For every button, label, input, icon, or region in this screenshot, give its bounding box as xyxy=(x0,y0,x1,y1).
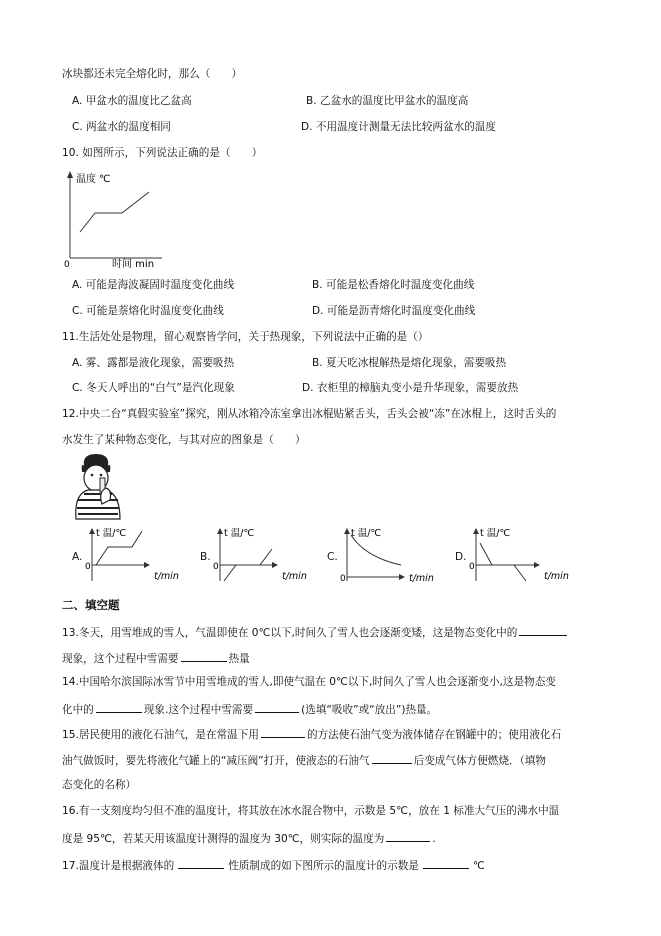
q12-curve-d xyxy=(480,543,526,581)
q12-stem-line1: 12.中央二台“真假实验室”探究，刚从冰箱冷冻室拿出冰棍贴紧舌头，舌头会被“冻”在冰棍上，这时舌头的 xyxy=(62,408,557,420)
q11-option-b: B. 夏天吃冰棍解热是熔化现象，需要吸热 xyxy=(312,357,507,369)
q12-graph-d xyxy=(466,527,581,585)
q14-blank-2[interactable] xyxy=(255,701,299,713)
boy-licking-icepop-illustration xyxy=(62,452,134,520)
q10-option-c: C. 可能是萘熔化时温度变化曲线 xyxy=(72,305,224,317)
q15-blank-1[interactable] xyxy=(261,726,305,738)
q15-line2: 油气做饭时，要先将液化气罐上的“减压阀”打开，使液态的石油气 后变成气体方便燃烧．（填物 xyxy=(62,752,546,768)
q10-y-arrow xyxy=(67,171,73,178)
q15-line1: 15.居民使用的液化石油气，是在常温下用 的方法使石油气变为液体储存在钢罐中的；使用液化石 xyxy=(62,726,561,742)
q13-line1: 13.冬天，用雪堆成的雪人，气温即使在 0℃以下,时间久了雪人也会逐渐变矮，这是物态变化中的 xyxy=(62,624,567,640)
q10-option-a: A. 可能是海波凝固时温度变化曲线 xyxy=(72,279,235,291)
q9-option-a: A. 甲盆水的温度比乙盆高 xyxy=(72,95,192,107)
q17-blank-2[interactable] xyxy=(423,857,469,869)
section-title-fill-in: 二、填空题 xyxy=(62,598,120,612)
svg-text:0: 0 xyxy=(213,562,219,572)
q10-temperature-graph xyxy=(62,170,172,270)
q10-curve xyxy=(80,192,149,232)
svg-text:0: 0 xyxy=(469,562,475,572)
q11-option-c: C. 冬天人呼出的“白气”是汽化现象 xyxy=(72,382,235,394)
q16-line1: 16.有一支刻度均匀但不准的温度计，将其放在冰水混合物中，示数是 5℃，放在 1 标准大气压的沸水中温 xyxy=(62,805,560,817)
q12-graph-a xyxy=(82,527,192,585)
q14-line2: 化中的 现象.这个过程中雪需要 (选填“吸收”或“放出”)热量。 xyxy=(62,701,437,717)
q12-option-c-label: C. xyxy=(327,551,338,563)
svg-text:t 温/℃: t 温/℃ xyxy=(96,528,127,539)
q10-graph-origin: 0 xyxy=(64,260,70,270)
q14-line1: 14.中国哈尔滨国际冰雪节中用雪堆成的雪人,即使气温在 0℃以下,时间久了雪人也会逐渐变小,这是物态变 xyxy=(62,676,556,688)
q13-line2: 现象，这个过程中雪需要 热量 xyxy=(62,650,250,666)
q13-blank-1[interactable] xyxy=(519,624,567,636)
q14-blank-1[interactable] xyxy=(96,701,142,713)
q12-curve-c xyxy=(351,535,401,565)
svg-text:0: 0 xyxy=(340,574,346,584)
svg-text:0: 0 xyxy=(85,562,91,572)
q10-graph-ylabel: 温度 ℃ xyxy=(76,174,111,185)
q12-graph-b xyxy=(210,527,320,585)
svg-text:t 温/℃: t 温/℃ xyxy=(351,528,382,539)
q15-blank-2[interactable] xyxy=(372,752,412,764)
svg-text:t 温/℃: t 温/℃ xyxy=(480,528,511,539)
q10-graph-xlabel: 时间 min xyxy=(112,259,155,270)
q10-stem: 10. 如图所示，下列说法正确的是（ ） xyxy=(62,147,263,159)
q17-blank-1[interactable] xyxy=(178,857,224,869)
q11-stem: 11.生活处处是物理，留心观察皆学问，关于热现象，下列说法中正确的是（） xyxy=(62,331,429,343)
q9-option-c: C. 两盆水的温度相同 xyxy=(72,121,171,133)
svg-text:t 温/℃: t 温/℃ xyxy=(224,528,255,539)
q9-option-d: D. 不用温度计测量无法比较两盆水的温度 xyxy=(301,121,496,133)
q10-option-b: B. 可能是松香熔化时温度变化曲线 xyxy=(312,279,475,291)
q10-option-d: D. 可能是沥青熔化时温度变化曲线 xyxy=(312,305,476,317)
q9-stem-tail: 冰块都还未完全熔化时，那么（ ） xyxy=(62,68,243,80)
q15-line3: 态变化的名称） xyxy=(62,779,137,791)
q16-line2: 度是 95℃，若某天用该温度计测得的温度为 30℃，则实际的温度为 . xyxy=(62,830,436,846)
q13-blank-2[interactable] xyxy=(181,650,227,662)
q12-option-a-label: A. xyxy=(72,551,83,563)
q9-option-b: B. 乙盆水的温度比甲盆水的温度高 xyxy=(306,95,469,107)
q12-option-b-label: B. xyxy=(200,551,211,563)
svg-text:t/min: t/min xyxy=(409,573,434,584)
svg-text:t/min: t/min xyxy=(282,571,307,582)
q12-stem-line2: 水发生了某种物态变化，与其对应的图象是（ ） xyxy=(62,434,306,446)
q12-graph-c xyxy=(337,527,447,585)
svg-text:t/min: t/min xyxy=(544,571,569,582)
q12-option-d-label: D. xyxy=(455,551,467,563)
q11-option-d: D. 衣柜里的樟脑丸变小是升华现象，需要放热 xyxy=(302,382,519,394)
q11-option-a: A. 雾、露都是液化现象，需要吸热 xyxy=(72,357,235,369)
svg-text:t/min: t/min xyxy=(154,571,179,582)
q16-blank[interactable] xyxy=(386,830,430,842)
q17-line1: 17.温度计是根据液体的 性质制成的如下图所示的温度计的示数是 ℃ xyxy=(62,857,485,873)
